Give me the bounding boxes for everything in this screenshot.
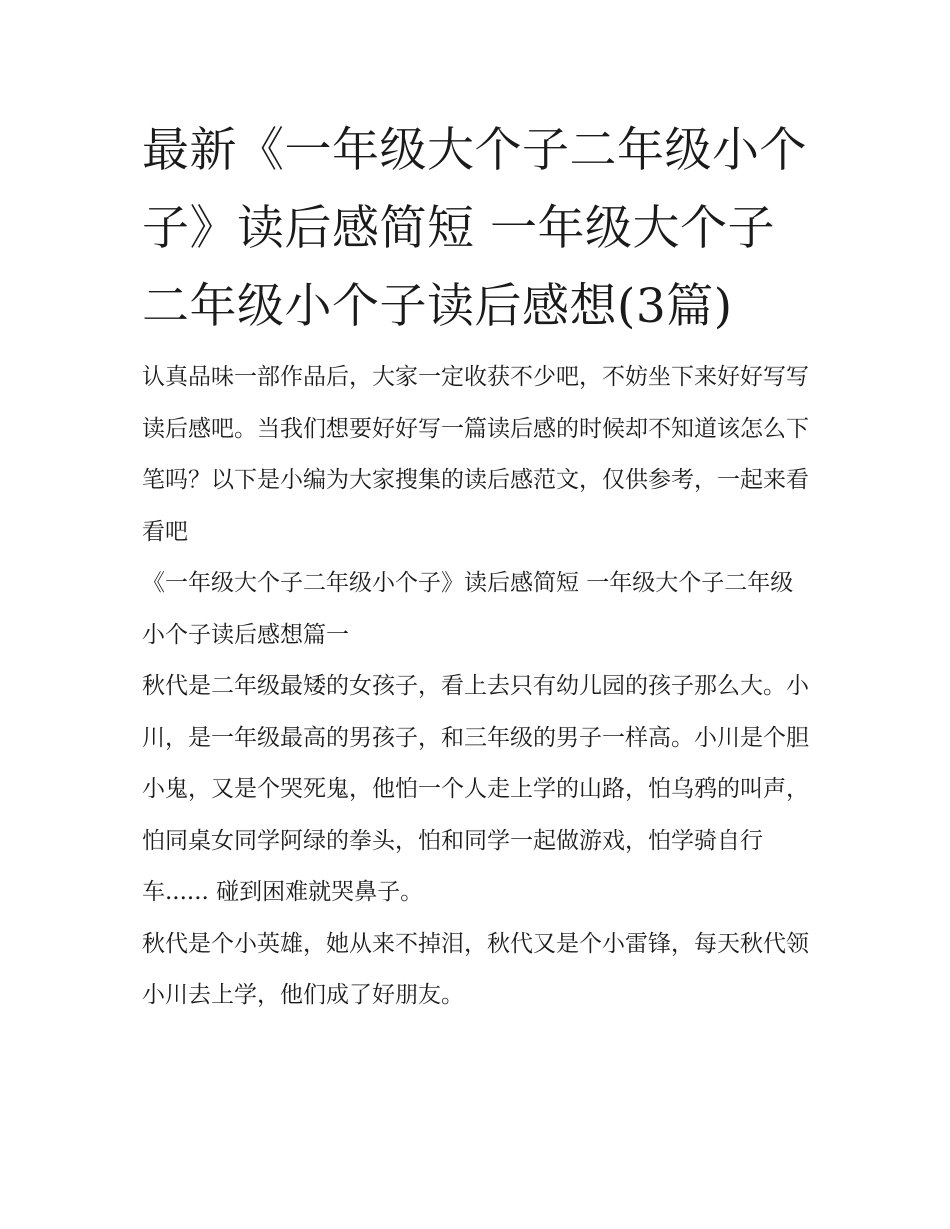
body-paragraph: 秋代是二年级最矮的女孩子，看上去只有幼儿园的孩子那么大。小川，是一年级最高的男孩子，和三年级的男子一样高。小川是个胆小鬼，又是个哭死鬼，他怕一个人走上学的山路，怕乌鸦的叫声，怕同桌女同学阿绿的拳头，怕和同学一起做游戏，怕学骑自行车...... 碰到困难就哭鼻子。 [142,673,809,905]
document-page [142,112,814,1022]
intro-paragraph: 认真品味一部作品后，大家一定收获不少吧，不妨坐下来好好写写读后感吧。当我们想要好好写一篇读后感的时候却不知道该怎么下笔吗？以下是小编为大家搜集的读后感范文，仅供参考，一起来看看吧 [142,364,809,545]
document-body [142,352,814,1022]
body-paragraph: 秋代是个小英雄，她从来不掉泪，秋代又是个小雷锋，每天秋代领小川去上学，他们成了好朋友。 [142,930,809,1008]
document-title: 最新《一年级大个子二年级小个子》读后感简短 一年级大个子二年级小个子读后感想(3篇) [142,123,807,334]
section-heading: 《一年级大个子二年级小个子》读后感简短 一年级大个子二年级小个子读后感想篇一 [142,570,794,648]
